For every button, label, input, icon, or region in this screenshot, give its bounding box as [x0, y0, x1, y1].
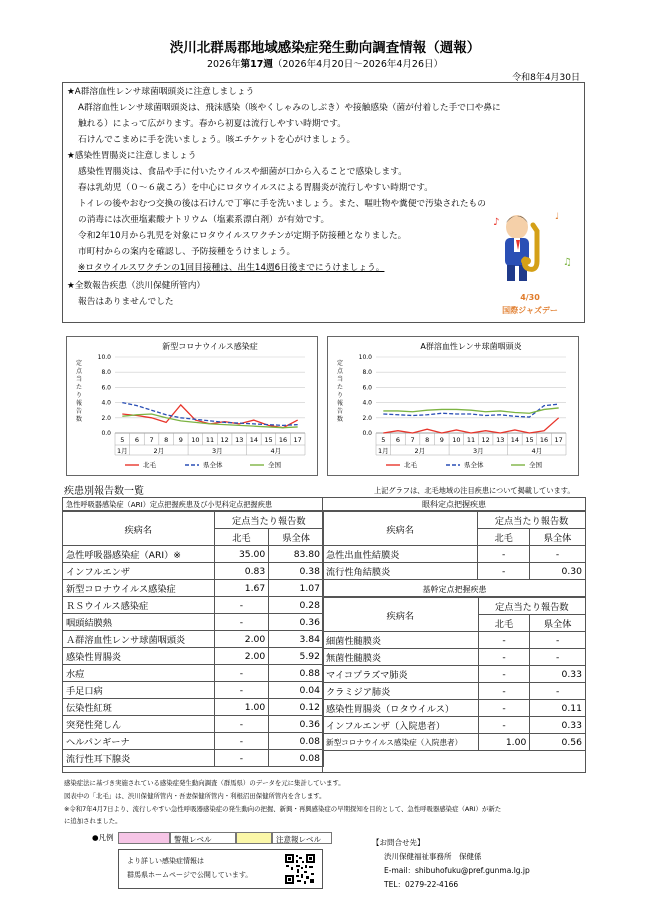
prefecture-value-cell: 0.38	[269, 563, 324, 580]
left-table-header-note: 急性呼吸器感染症（ARI）定点把握疾患及び小児科定点把握疾患	[63, 498, 322, 511]
col-disease-name: 疾病名	[323, 598, 479, 632]
chart-strep-svg	[328, 337, 578, 475]
x-tick-label: 10	[191, 436, 200, 444]
hokumo-value-cell: 1.67	[214, 580, 269, 597]
notice-text: 石けんでこまめに手を洗いましょう。咳エチケットを心がけましょう。	[78, 135, 356, 145]
chart-covid-svg	[67, 337, 317, 475]
notice-box	[62, 82, 585, 323]
legend-label: 北毛	[143, 461, 156, 469]
hokumo-value-cell: 1.00	[478, 734, 530, 751]
notice-text: 報告はありませんでした	[78, 297, 174, 307]
hokumo-value-cell: -	[478, 683, 530, 700]
x-tick-label: 8	[164, 436, 169, 444]
notice-text: 触れる）によって広がります。春から初夏は流行しやすい時期です。	[78, 119, 346, 129]
y-tick-label: 10.0	[97, 354, 111, 361]
notice-text: 春は乳幼児（０～６歳ころ）を中心にロタウイルスによる胃腸炎が流行しやすい時期です。	[78, 183, 433, 193]
footnote: 図表中の「北毛」は、渋川保健所管内・吾妻保健所管内・利根沼田保健所管内を含します。	[64, 792, 326, 800]
chart-strep	[327, 336, 579, 476]
disease-section-title: 疾患別報告数一覧	[64, 486, 144, 497]
left-table-box	[62, 497, 323, 773]
x-tick-label: 15	[525, 436, 534, 444]
disease-name-cell: 新型コロナウイルス感染症（入院患者）	[323, 734, 479, 751]
table-row	[63, 699, 324, 716]
qr-text: より詳しい感染症情報は	[127, 857, 204, 865]
chart-covid	[66, 336, 318, 476]
prefecture-value-cell: 0.36	[269, 716, 324, 733]
hokumo-value-cell: -	[214, 614, 269, 631]
x-tick-label: 7	[149, 436, 154, 444]
caption-date: 4/30	[520, 293, 540, 302]
y-tick-label: 10.0	[358, 354, 372, 361]
col-hokumo: 北毛	[478, 615, 530, 632]
notice-text: 感染性胃腸炎は、食品や手に付いたウイルスや細菌が口から入ることで感染します。	[78, 167, 407, 177]
caution-level-swatch	[236, 832, 272, 844]
notice-heading-strep: ★A群溶血性レンサ球菌咽頭炎に注意しましょう	[67, 87, 255, 97]
x-tick-label: 8	[425, 436, 430, 444]
y-tick-label: 0.0	[362, 430, 372, 437]
col-prefecture: 県全体	[269, 529, 324, 546]
x-tick-label: 11	[205, 436, 215, 444]
core-table	[322, 597, 586, 751]
disease-name-cell: インフルエンザ	[63, 563, 215, 580]
y-tick-label: 6.0	[362, 384, 372, 392]
qr-code-icon[interactable]	[284, 853, 316, 885]
disease-name-cell: 咽頭結膜熱	[63, 614, 215, 631]
x-tick-label: 9	[439, 436, 444, 444]
legend-label: 全国	[268, 461, 281, 469]
qr-text: 群馬県ホームページで公開しています。	[127, 871, 253, 879]
notice-text: 令和2年10月から乳児を対象にロタウイルスワクチンが定期予防接種となりました。	[78, 231, 407, 241]
hokumo-value-cell: -	[478, 649, 530, 666]
prefecture-value-cell: -	[530, 683, 586, 700]
x-tick-label: 11	[466, 436, 476, 444]
table-row	[63, 614, 324, 631]
table-header-row	[323, 512, 586, 529]
week-range: 2026年第17週（2026年4月20日～2026年4月26日）	[206, 59, 444, 70]
prefecture-value-cell: 0.88	[269, 665, 324, 682]
y-tick-label: 8.0	[362, 369, 372, 377]
y-axis-label: 定点当たり報告数	[336, 360, 344, 423]
month-label: 1月	[116, 447, 128, 455]
disease-name-cell: 急性呼吸器感染症（ARI）※	[63, 546, 215, 563]
disease-name-cell: Ａ群溶血性レンサ球菌咽頭炎	[63, 631, 215, 648]
table-row	[323, 632, 586, 649]
table-row	[63, 546, 324, 563]
hokumo-value-cell: -	[478, 632, 530, 649]
table-row	[63, 682, 324, 699]
y-tick-label: 2.0	[101, 414, 111, 422]
warning-level-label: 警報レベル	[170, 832, 236, 844]
x-tick-label: 12	[220, 436, 229, 444]
y-tick-label: 0.0	[101, 430, 111, 437]
contact-office: 渋川保健福祉事務所 保健係	[384, 852, 482, 861]
hokumo-value-cell: -	[214, 750, 269, 767]
disease-name-cell: 細菌性髄膜炎	[323, 632, 479, 649]
hokumo-value-cell: -	[478, 666, 530, 683]
hokumo-value-cell: -	[478, 700, 530, 717]
table-row	[63, 631, 324, 648]
table-header-row	[323, 598, 586, 615]
table-row	[63, 597, 324, 614]
x-tick-label: 6	[395, 436, 400, 444]
y-axis-label: 定点当たり報告数	[75, 360, 83, 423]
col-disease-name: 疾病名	[63, 512, 215, 546]
y-tick-label: 2.0	[362, 414, 372, 422]
hokumo-value-cell: -	[478, 563, 530, 580]
legend-label: 県全体	[464, 461, 484, 469]
month-label: 3月	[472, 447, 484, 455]
notice-text: 市町村からの案内を確認し、予防接種をうけましょう。	[78, 247, 296, 257]
disease-name-cell: 伝染性紅斑	[63, 699, 215, 716]
footnote: に追加されました。	[64, 817, 122, 825]
table-row	[323, 683, 586, 700]
x-tick-label: 13	[496, 436, 505, 444]
disease-name-cell: 水痘	[63, 665, 215, 682]
x-tick-label: 5	[381, 436, 386, 444]
col-rate-group: 定点当たり報告数	[478, 512, 586, 529]
disease-name-cell: 感染性胃腸炎（ロタウイルス）	[323, 700, 479, 717]
x-tick-label: 10	[452, 436, 461, 444]
disease-name-cell: 手足口病	[63, 682, 215, 699]
contact-email[interactable]: E-mail：shibuhofuku@pref.gunma.lg.jp	[384, 866, 530, 875]
month-label: 4月	[270, 447, 282, 455]
disease-name-cell: マイコプラズマ肺炎	[323, 666, 479, 683]
table-row	[323, 546, 586, 563]
prefecture-value-cell: 83.80	[269, 546, 324, 563]
page-title: 渋川北群馬郡地域感染症発生動向調査情報（週報）	[169, 40, 481, 56]
notice-heading-gastro: ★感染性胃腸炎に注意しましょう	[67, 151, 197, 161]
x-tick-label: 15	[264, 436, 273, 444]
contact-block	[372, 836, 586, 892]
prefecture-value-cell: 0.33	[530, 717, 586, 734]
prefecture-value-cell: 0.08	[269, 733, 324, 750]
x-tick-label: 16	[539, 436, 549, 444]
month-label: 1月	[377, 447, 389, 455]
disease-name-cell: クラミジア肺炎	[323, 683, 479, 700]
svg-text:♪: ♪	[493, 217, 500, 228]
core-table-header: 基幹定点把握疾患	[323, 583, 586, 597]
contact-tel: TEL：0279-22-4166	[384, 880, 459, 889]
chart-title: A群溶血性レンサ球菌咽頭炎	[420, 342, 522, 351]
hokumo-value-cell: -	[478, 717, 530, 734]
hokumo-value-cell: -	[214, 665, 269, 682]
x-tick-label: 7	[410, 436, 415, 444]
prefecture-value-cell: -	[530, 632, 586, 649]
caution-level-label: 注意報レベル	[272, 832, 332, 844]
hokumo-value-cell: 2.00	[214, 648, 269, 665]
legend-label: 県全体	[203, 461, 223, 469]
table-row	[323, 717, 586, 734]
table-row	[63, 716, 324, 733]
table-row	[63, 648, 324, 665]
notice-text: の消毒には次亜塩素酸ナトリウム（塩素系漂白剤）が有効です。	[78, 215, 330, 225]
month-label: 2月	[153, 447, 165, 455]
disease-name-cell: 流行性耳下腺炎	[63, 750, 215, 767]
footnote: ※令和7年4月7日より、流行しやすい急性呼吸器感染症の発生動向の把握、新興・再興感染症の早期探知を目的として、急性呼吸器感染症（ARI）が新た	[64, 805, 502, 813]
y-tick-label: 8.0	[101, 369, 111, 377]
chart-note: 上記グラフは、北毛地域の注目疾患について掲載しています。	[374, 486, 575, 495]
disease-name-cell: 無菌性髄膜炎	[323, 649, 479, 666]
table-header-row	[63, 512, 324, 529]
table-row	[323, 666, 586, 683]
notice-text: トイレの後やおむつ交換の後は石けんで丁寧に手を洗いましょう。また、嘔吐物や糞便で汚染されたもの	[78, 199, 486, 209]
col-hokumo: 北毛	[214, 529, 269, 546]
hokumo-value-cell: -	[214, 733, 269, 750]
right-table-box	[323, 497, 586, 773]
col-prefecture: 県全体	[530, 615, 586, 632]
prefecture-value-cell: 0.04	[269, 682, 324, 699]
publish-date: 令和8年4月30日	[512, 73, 580, 83]
svg-text:♩: ♩	[555, 212, 560, 222]
notice-text: A群溶血性レンサ球菌咽頭炎は、飛沫感染（咳やくしゃみのしぶき）や接触感染（菌が付着した手で口や鼻に	[78, 103, 501, 113]
hokumo-value-cell: -	[214, 682, 269, 699]
col-rate-group: 定点当たり報告数	[478, 598, 585, 615]
eye-table	[322, 511, 586, 580]
prefecture-value-cell: 5.92	[269, 648, 324, 665]
hokumo-value-cell: 2.00	[214, 631, 269, 648]
table-row	[323, 700, 586, 717]
series-line-0	[383, 418, 558, 433]
x-tick-label: 9	[178, 436, 183, 444]
disease-name-cell: ヘルパンギーナ	[63, 733, 215, 750]
footnote: 感染症法に基づき実施されている感染症発生動向調査（群馬県）のデータを元に集計しています。	[64, 779, 345, 787]
x-tick-label: 6	[134, 436, 139, 444]
col-prefecture: 県全体	[530, 529, 586, 546]
hokumo-value-cell: 1.00	[214, 699, 269, 716]
disease-name-cell: 流行性角結膜炎	[323, 563, 478, 580]
table-row	[63, 563, 324, 580]
prefecture-value-cell: 0.28	[269, 597, 324, 614]
hokumo-value-cell: -	[214, 716, 269, 733]
table-row	[323, 649, 586, 666]
table-row	[63, 665, 324, 682]
notice-text-underlined: ※ロタウイルスワクチンの1回目接種は、出生14週6日後までにうけましょう。	[78, 263, 385, 273]
hokumo-value-cell: 0.83	[214, 563, 269, 580]
table-row	[63, 580, 324, 597]
prefecture-value-cell: 3.84	[269, 631, 324, 648]
x-tick-label: 17	[554, 436, 563, 444]
hokumo-value-cell: -	[214, 597, 269, 614]
prefecture-value-cell: 0.56	[530, 734, 586, 751]
col-hokumo: 北毛	[478, 529, 530, 546]
disease-name-cell: ＲＳウイルス感染症	[63, 597, 215, 614]
x-tick-label: 5	[120, 436, 125, 444]
notice-heading-all-reports: ★全数報告疾患（渋川保健所管内）	[67, 281, 206, 291]
disease-name-cell: 急性出血性結膜炎	[323, 546, 478, 563]
x-tick-label: 14	[249, 436, 258, 444]
prefecture-value-cell: 0.33	[530, 666, 586, 683]
svg-text:♫: ♫	[563, 257, 572, 268]
x-tick-label: 17	[293, 436, 302, 444]
prefecture-value-cell: -	[530, 649, 586, 666]
table-row	[323, 563, 586, 580]
y-tick-label: 4.0	[101, 399, 111, 407]
prefecture-value-cell: 1.07	[269, 580, 324, 597]
prefecture-value-cell: 0.12	[269, 699, 324, 716]
disease-name-cell: インフルエンザ（入院患者）	[323, 717, 479, 734]
disease-name-cell: 突発性発しん	[63, 716, 215, 733]
legend-label: 全国	[529, 461, 542, 469]
caption-event: 国際ジャズデー	[502, 306, 558, 315]
legend-label: ●凡例	[92, 833, 114, 842]
col-disease-name: 疾病名	[323, 512, 478, 546]
month-label: 3月	[211, 447, 223, 455]
x-tick-label: 14	[510, 436, 519, 444]
hokumo-value-cell: -	[478, 546, 530, 563]
table-row	[63, 750, 324, 767]
month-label: 2月	[414, 447, 426, 455]
y-tick-label: 6.0	[101, 384, 111, 392]
chart-title: 新型コロナウイルス感染症	[162, 342, 258, 351]
col-rate-group: 定点当たり報告数	[214, 512, 323, 529]
prefecture-value-cell: 0.11	[530, 700, 586, 717]
disease-name-cell: 感染性胃腸炎	[63, 648, 215, 665]
hokumo-value-cell: 35.00	[214, 546, 269, 563]
legend-label: 北毛	[404, 461, 417, 469]
table-row	[323, 734, 586, 751]
saxophone-player-illustration	[485, 205, 575, 285]
x-tick-label: 16	[278, 436, 288, 444]
prefecture-value-cell: -	[530, 546, 586, 563]
prefecture-value-cell: 0.30	[530, 563, 586, 580]
prefecture-value-cell: 0.08	[269, 750, 324, 767]
qr-info-box	[118, 849, 323, 889]
left-table	[62, 511, 324, 767]
table-row	[63, 733, 324, 750]
eye-table-header: 眼科定点把握疾患	[323, 498, 585, 511]
month-label: 4月	[531, 447, 543, 455]
prefecture-value-cell: 0.36	[269, 614, 324, 631]
disease-name-cell: 新型コロナウイルス感染症	[63, 580, 215, 597]
x-tick-label: 13	[235, 436, 244, 444]
y-tick-label: 4.0	[362, 399, 372, 407]
series-line-2	[383, 408, 558, 413]
contact-title: 【お問合せ先】	[372, 838, 425, 847]
warning-level-swatch	[118, 832, 170, 844]
x-tick-label: 12	[481, 436, 490, 444]
